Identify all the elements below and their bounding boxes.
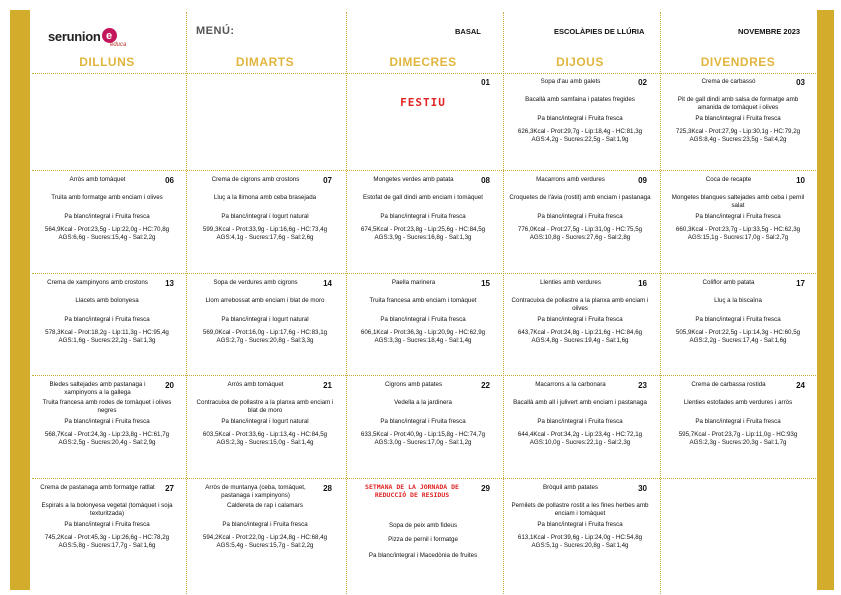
nutrition-info: 606,1Kcal - Prot:36,3g - Lip:20,9g - HC:62,9g AGS:3,3g - Sucres:18,4g - Sal:1,4g xyxy=(360,329,486,344)
day-cell-02 xyxy=(505,74,655,178)
second-course: Mongetes blanques saltejades amb ceba i pernil salat xyxy=(671,194,805,209)
day-cell-17 xyxy=(663,275,813,379)
nutrition-info: 603,5Kcal - Prot:33,6g - Lip:13,4g - HC:84,5g AGS:2,3g - Sucres:15,0g - Sal:1,4g xyxy=(202,431,328,446)
nutrition-info: 644,4Kcal - Prot:34,2g - Lip:23,4g - HC:72,1g AGS:10,0g - Sucres:22,1g - Sal:2,3g xyxy=(517,431,643,446)
first-course: Crema de carbassó xyxy=(701,78,756,85)
day-header-wednesday: DIMECRES xyxy=(389,55,457,69)
second-course: Lluç a la llimona amb ceba brasejada xyxy=(213,194,317,201)
day-number: 28 xyxy=(323,484,332,493)
first-course: Llenties amb verdures xyxy=(540,279,601,286)
day-number: 20 xyxy=(165,381,174,390)
dessert: Pa blanc/integral i Fruita fresca xyxy=(380,316,466,323)
day-cell-14 xyxy=(190,275,340,379)
second-course: Truita amb formatge amb enciam i olives xyxy=(51,194,163,201)
dessert: Pa blanc/integral i Iogurt natural xyxy=(221,418,309,425)
left-gold-bar xyxy=(10,10,30,590)
nutrition-info: 569,0Kcal - Prot:16,0g - Lip:17,6g - HC:83,1g AGS:2,7g - Sucres:20,8g - Sal:3,3g xyxy=(202,329,328,344)
day-number: 17 xyxy=(796,279,805,288)
logo-text: serunion xyxy=(48,29,101,44)
dessert: Pa blanc/integral i Iogurt natural xyxy=(221,213,309,220)
day-cell-27 xyxy=(32,480,182,584)
day-cell-23 xyxy=(505,377,655,481)
dessert: Pa blanc/integral i Fruita fresca xyxy=(695,316,781,323)
nutrition-info: 595,7Kcal - Prot:23,7g - Lip:11,0g - HC:93g AGS:2,3g - Sucres:20,3g - Sal:1,7g xyxy=(678,431,798,446)
day-number: 02 xyxy=(638,78,647,87)
nutrition-info: 660,3Kcal - Prot:23,7g - Lip:33,5g - HC:62,3g AGS:15,1g - Sucres:17,0g - Sal:2,7g xyxy=(675,226,801,241)
second-course: Llom arrebossat amb enciam i blat de moro xyxy=(205,297,325,304)
month-title: NOVEMBRE 2023 xyxy=(738,27,801,36)
column-divider xyxy=(346,12,347,594)
column-divider xyxy=(186,12,187,594)
dessert: Pa blanc/integral i Iogurt natural xyxy=(221,316,309,323)
first-course: Sopa d'au amb galets xyxy=(540,78,601,85)
first-course: Arròs de muntanya (ceba, tomàquet, pastanaga i xampinyons) xyxy=(205,484,306,499)
second-course: Croquetes de l'àvia (rostit) amb enciam i pastanaga xyxy=(509,194,651,201)
day-cell-20 xyxy=(32,377,182,481)
logo-subtext: educa xyxy=(110,42,127,48)
day-cell-13 xyxy=(32,275,182,379)
nutrition-info: 643,7Kcal - Prot:24,8g - Lip:21,6g - HC:84,6g AGS:4,8g - Sucres:19,4g - Sal:1,6g xyxy=(517,329,643,344)
second-course: Contracuixa de pollastre a la planxa amb enciam i olives xyxy=(511,297,649,312)
nutrition-info: 725,3Kcal - Prot:27,9g - Lip:30,1g - HC:79,2g AGS:8,4g - Sucres:23,5g - Sal:4,2g xyxy=(675,128,801,143)
first-course: Crema de xampinyons amb crostons xyxy=(47,279,148,286)
diet-type: BASAL xyxy=(455,27,481,36)
second-course: Contracuixa de pollastre a la planxa amb enciam i blat de moro xyxy=(196,399,334,414)
second-course: Caldereta de rap i calamars xyxy=(226,502,303,509)
day-cell-22 xyxy=(348,377,498,481)
logo-mark-icon: e xyxy=(102,28,117,43)
dessert: Pa blanc/integral i Fruita fresca xyxy=(64,521,150,528)
day-number: 08 xyxy=(481,176,490,185)
nutrition-info: 633,5Kcal - Prot:40,9g - Lip:15,8g - HC:74,7g AGS:3,0g - Sucres:17,0g - Sal:1,2g xyxy=(360,431,486,446)
nutrition-info: 626,3Kcal - Prot:29,7g - Lip:18,4g - HC:81,3g AGS:4,2g - Sucres:22,5g - Sal:1,9g xyxy=(517,128,643,143)
day-number: 29 xyxy=(481,484,490,493)
day-cell-10 xyxy=(663,172,813,276)
second-course: Bacallà amb samfaina i patates fregides xyxy=(525,96,635,103)
first-course: Macarrons a la carbonara xyxy=(535,381,606,388)
day-number: 22 xyxy=(481,381,490,390)
day-header-friday: DIVENDRES xyxy=(700,55,776,69)
day-cell-29 xyxy=(348,480,498,584)
first-course: Crema de carbassa rostida xyxy=(691,381,766,388)
menu-label: MENÚ: xyxy=(196,25,235,37)
day-cell-30 xyxy=(505,480,655,584)
first-course: Mongetes verdes amb patata xyxy=(373,176,454,183)
dessert: Pa blanc/integral i Fruita fresca xyxy=(537,316,623,323)
day-cell-03 xyxy=(663,74,813,178)
dessert: Pa blanc/integral i Fruita fresca xyxy=(222,521,308,528)
special-week-label: SETMANA DE LA JORNADA DE REDUCCIÓ DE RESIDUS xyxy=(365,483,459,499)
day-number: 09 xyxy=(638,176,647,185)
dessert: Pa blanc/integral i Fruita fresca xyxy=(695,115,781,122)
second-course: Lluç a la biscaïna xyxy=(714,297,762,304)
day-number: 27 xyxy=(165,484,174,493)
first-course: Arròs amb tomàquet xyxy=(69,176,126,183)
second-course: Pit de gall dindi amb salsa de formatge amb amanida de tomàquet i olives xyxy=(677,96,799,111)
column-divider xyxy=(503,12,504,594)
second-course: Pizza de pernil i formatge xyxy=(388,536,458,543)
holiday-label: FESTIU xyxy=(400,96,446,109)
nutrition-info: 578,3Kcal - Prot:18,2g - Lip:11,3g - HC:95,4g AGS:1,6g - Sucres:22,2g - Sal:1,3g xyxy=(45,329,169,344)
first-course: Crema de pastanaga amb formatge ratllat xyxy=(40,484,155,491)
day-number: 14 xyxy=(323,279,332,288)
day-number: 03 xyxy=(796,78,805,87)
day-number: 16 xyxy=(638,279,647,288)
nutrition-info: 599,3Kcal - Prot:33,9g - Lip:16,6g - HC:73,4g AGS:4,1g - Sucres:17,6g - Sal:2,6g xyxy=(202,226,328,241)
dessert: Pa blanc/integral i Macedònia de fruites xyxy=(368,552,478,559)
second-course: Bacallà amb all i julivert amb enciam i pastanaga xyxy=(513,399,647,406)
second-course: Vedella a la jardinera xyxy=(394,399,452,406)
day-cell-21 xyxy=(190,377,340,481)
nutrition-info: 568,7Kcal - Prot:24,3g - Lip:23,8g - HC:61,7g AGS:2,5g - Sucres:20,4g - Sal:2,9g xyxy=(44,431,170,446)
first-course: Coliflor amb patata xyxy=(702,279,755,286)
nutrition-info: 776,0Kcal - Prot:27,5g - Lip:31,0g - HC:75,5g AGS:10,8g - Sucres:27,6g - Sal:2,8g xyxy=(517,226,643,241)
day-cell-01 xyxy=(348,74,498,178)
first-course: Sopa de peix amb fideus xyxy=(388,522,458,529)
dessert: Pa blanc/integral i Fruita fresca xyxy=(380,213,466,220)
dessert: Pa blanc/integral i Fruita fresca xyxy=(695,213,781,220)
day-header-tuesday: DIMARTS xyxy=(235,55,295,69)
dessert: Pa blanc/integral i Fruita fresca xyxy=(537,213,623,220)
day-number: 15 xyxy=(481,279,490,288)
dessert: Pa blanc/integral i Fruita fresca xyxy=(64,316,150,323)
second-course: Llacets amb bolonyesa xyxy=(75,297,139,304)
day-number: 30 xyxy=(638,484,647,493)
first-course: Macarrons amb verdures xyxy=(536,176,605,183)
day-number: 07 xyxy=(323,176,332,185)
day-cell-06 xyxy=(32,172,182,276)
first-course: Bledes saltejades amb pastanaga i xampinyons a la gallega xyxy=(49,381,146,396)
day-cell-08 xyxy=(348,172,498,276)
first-course: Bròquil amb patates xyxy=(542,484,599,491)
day-header-monday: DILLUNS xyxy=(79,55,135,69)
first-course: Cigrons amb patates xyxy=(384,381,443,388)
second-course: Truita francesa amb rodes de tomàquet i olives negres xyxy=(42,399,172,414)
first-course: Paella marinera xyxy=(391,279,436,286)
day-cell-07 xyxy=(190,172,340,276)
nutrition-info: 674,5Kcal - Prot:23,8g - Lip:25,6g - HC:84,5g AGS:3,9g - Sucres:16,8g - Sal:1,3g xyxy=(360,226,486,241)
dessert: Pa blanc/integral i Fruita fresca xyxy=(537,418,623,425)
day-number: 23 xyxy=(638,381,647,390)
day-cell-28 xyxy=(190,480,340,584)
first-course: Sopa de verdures amb cigrons xyxy=(213,279,298,286)
day-number: 01 xyxy=(481,78,490,87)
first-course: Coca de recapte xyxy=(705,176,752,183)
day-number: 21 xyxy=(323,381,332,390)
column-divider xyxy=(660,12,661,594)
dessert: Pa blanc/integral i Fruita fresca xyxy=(537,521,623,528)
serunion-logo xyxy=(48,22,127,54)
day-number: 13 xyxy=(165,279,174,288)
dessert: Pa blanc/integral i Fruita fresca xyxy=(380,418,466,425)
school-name: ESCOLÀPIES DE LLÚRIA xyxy=(554,27,645,36)
day-number: 06 xyxy=(165,176,174,185)
right-gold-bar xyxy=(817,10,834,590)
nutrition-info: 613,1Kcal - Prot:39,6g - Lip:24,0g - HC:54,8g AGS:5,1g - Sucres:20,8g - Sal:1,4g xyxy=(517,534,643,549)
second-course: Truita francesa amb enciam i tomàquet xyxy=(369,297,477,304)
day-header-thursday: DIJOUS xyxy=(556,55,604,69)
first-course: Arròs amb tomàquet xyxy=(227,381,284,388)
nutrition-info: 505,9Kcal - Prot:22,5g - Lip:14,3g - HC:60,5g AGS:2,2g - Sucres:17,4g - Sal:1,6g xyxy=(675,329,801,344)
dessert: Pa blanc/integral i Fruita fresca xyxy=(537,115,623,122)
day-cell-15 xyxy=(348,275,498,379)
dessert: Pa blanc/integral i Fruita fresca xyxy=(695,418,781,425)
dessert: Pa blanc/integral i Fruita fresca xyxy=(64,418,150,425)
first-course: Crema de cigrons amb crostons xyxy=(211,176,300,183)
day-cell-16 xyxy=(505,275,655,379)
nutrition-info: 745,2Kcal - Prot:45,3g - Lip:26,6g - HC:78,2g AGS:5,8g - Sucres:17,7g - Sal:1,6g xyxy=(44,534,170,549)
day-number: 10 xyxy=(796,176,805,185)
day-number: 24 xyxy=(796,381,805,390)
day-cell-24 xyxy=(663,377,813,481)
second-course: Llenties estofades amb verdures i arròs xyxy=(683,399,793,406)
nutrition-info: 564,9Kcal - Prot:23,5g - Lip:22,0g - HC:70,8g AGS:6,6g - Sucres:15,4g - Sal:2,2g xyxy=(44,226,170,241)
second-course: Espirals a la bolonyesa vegetal (tomàquet i soja texturitzada) xyxy=(41,502,173,517)
second-course: Pernilets de pollastre rostit a les fines herbes amb enciam i tomàquet xyxy=(511,502,649,517)
day-cell-09 xyxy=(505,172,655,276)
second-course: Estofat de gall dindi amb enciam i tomàquet xyxy=(362,194,484,201)
dessert: Pa blanc/integral i Fruita fresca xyxy=(64,213,150,220)
nutrition-info: 594,2Kcal - Prot:22,0g - Lip:24,8g - HC:68,4g AGS:5,4g - Sucres:15,7g - Sal:2,2g xyxy=(202,534,328,549)
